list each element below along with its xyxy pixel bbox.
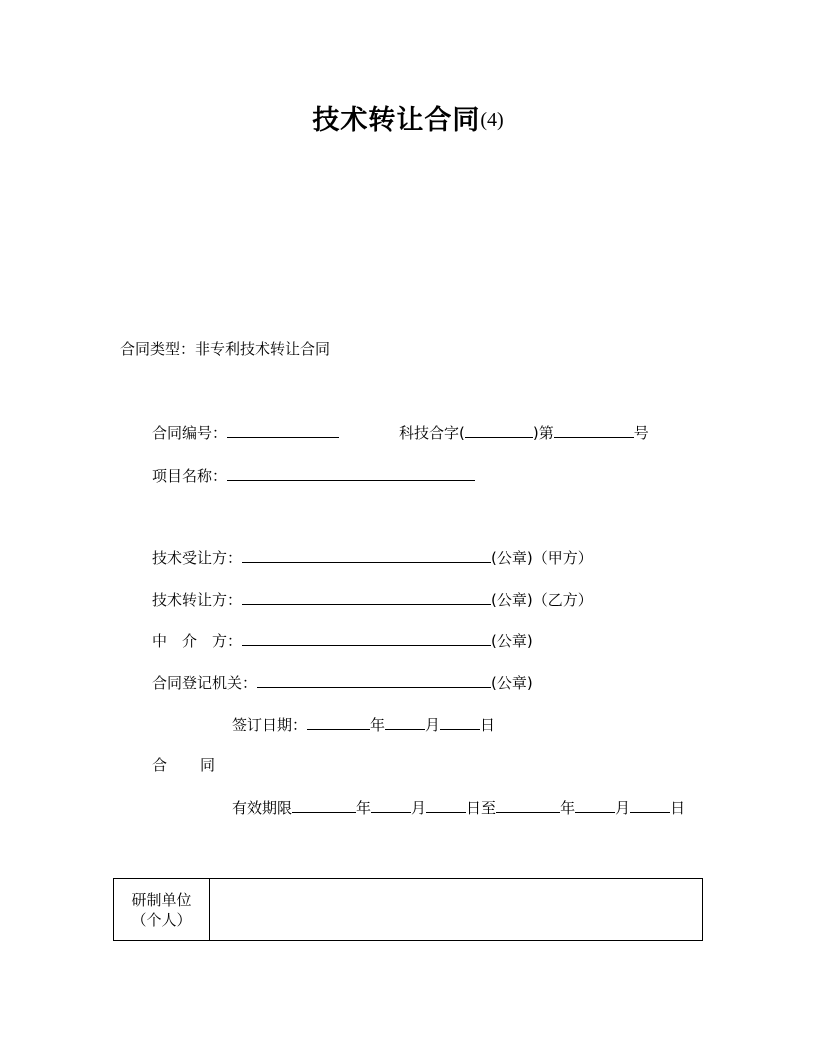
contract-number-line	[152, 423, 339, 442]
contract-number-field[interactable]	[227, 423, 339, 438]
party-role: （甲方）	[532, 549, 593, 567]
validity-year-unit: 年	[356, 799, 372, 817]
party-label: 技术转让方：	[152, 591, 243, 609]
registry-year-field[interactable]	[465, 423, 533, 438]
contract-type-label: 合同类型：	[120, 340, 196, 358]
signing-date-line	[232, 715, 495, 734]
party-label: 合同登记机关：	[152, 674, 258, 692]
project-name-line	[152, 466, 475, 485]
validity-end-month-field[interactable]	[575, 798, 615, 813]
contract-type-value: 非专利技术转让合同	[195, 340, 331, 358]
validity-period-line	[232, 798, 685, 817]
validity-end-day-field[interactable]	[630, 798, 670, 813]
party-label: 中 介 方：	[152, 632, 243, 650]
registry-number-line	[399, 423, 649, 442]
validity-month-unit: 月	[411, 799, 427, 817]
party-registry-line	[152, 673, 533, 692]
title-text: 技术转让合同	[312, 105, 481, 136]
signing-month-unit: 月	[425, 716, 441, 734]
document-title	[0, 98, 816, 137]
developer-label-line2: （个人）	[131, 910, 192, 929]
validity-start-year-field[interactable]	[292, 798, 356, 813]
validity-heading-2: 同	[200, 756, 216, 774]
party-label: 技术受让方：	[152, 549, 243, 567]
validity-year2-unit: 年	[560, 799, 576, 817]
registry-prefix: 科技合字(	[399, 424, 465, 442]
validity-start-month-field[interactable]	[371, 798, 411, 813]
party-intermediary-field[interactable]	[242, 631, 491, 646]
party-stamp: (公章)	[491, 591, 533, 609]
validity-end-year-field[interactable]	[496, 798, 560, 813]
contract-number-label: 合同编号：	[152, 424, 228, 442]
party-intermediary-line	[152, 631, 533, 650]
registry-sequence-field[interactable]	[554, 423, 634, 438]
project-name-label: 项目名称：	[152, 467, 228, 485]
party-transferor-line	[152, 590, 593, 609]
title-suffix: (4)	[480, 109, 504, 131]
signing-day-unit: 日	[480, 716, 496, 734]
developer-table	[113, 878, 703, 941]
signing-year-field[interactable]	[307, 715, 370, 730]
registry-suffix: 号	[633, 424, 649, 442]
signing-date-label: 签订日期：	[232, 716, 308, 734]
developer-label-line1: 研制单位	[131, 890, 192, 909]
party-stamp: (公章)	[491, 549, 533, 567]
signing-day-field[interactable]	[440, 715, 480, 730]
party-transferee-field[interactable]	[242, 548, 491, 563]
validity-heading-1: 合	[152, 756, 168, 774]
party-role: （乙方）	[532, 591, 593, 609]
contract-type-line	[120, 340, 330, 358]
party-transferee-line	[152, 548, 593, 567]
validity-heading	[152, 756, 215, 774]
party-stamp: (公章)	[491, 632, 533, 650]
validity-month2-unit: 月	[615, 799, 631, 817]
party-transferor-field[interactable]	[242, 590, 491, 605]
signing-year-unit: 年	[370, 716, 386, 734]
validity-day2-unit: 日	[670, 799, 686, 817]
validity-label: 有效期限	[232, 799, 293, 817]
developer-value-cell[interactable]	[209, 879, 702, 940]
developer-label-cell	[114, 879, 210, 940]
party-stamp: (公章)	[491, 674, 533, 692]
signing-month-field[interactable]	[385, 715, 425, 730]
validity-start-day-field[interactable]	[426, 798, 466, 813]
validity-day-to-unit: 日至	[466, 799, 497, 817]
project-name-field[interactable]	[227, 466, 475, 481]
party-registry-field[interactable]	[257, 673, 491, 688]
registry-mid: )第	[532, 424, 554, 442]
